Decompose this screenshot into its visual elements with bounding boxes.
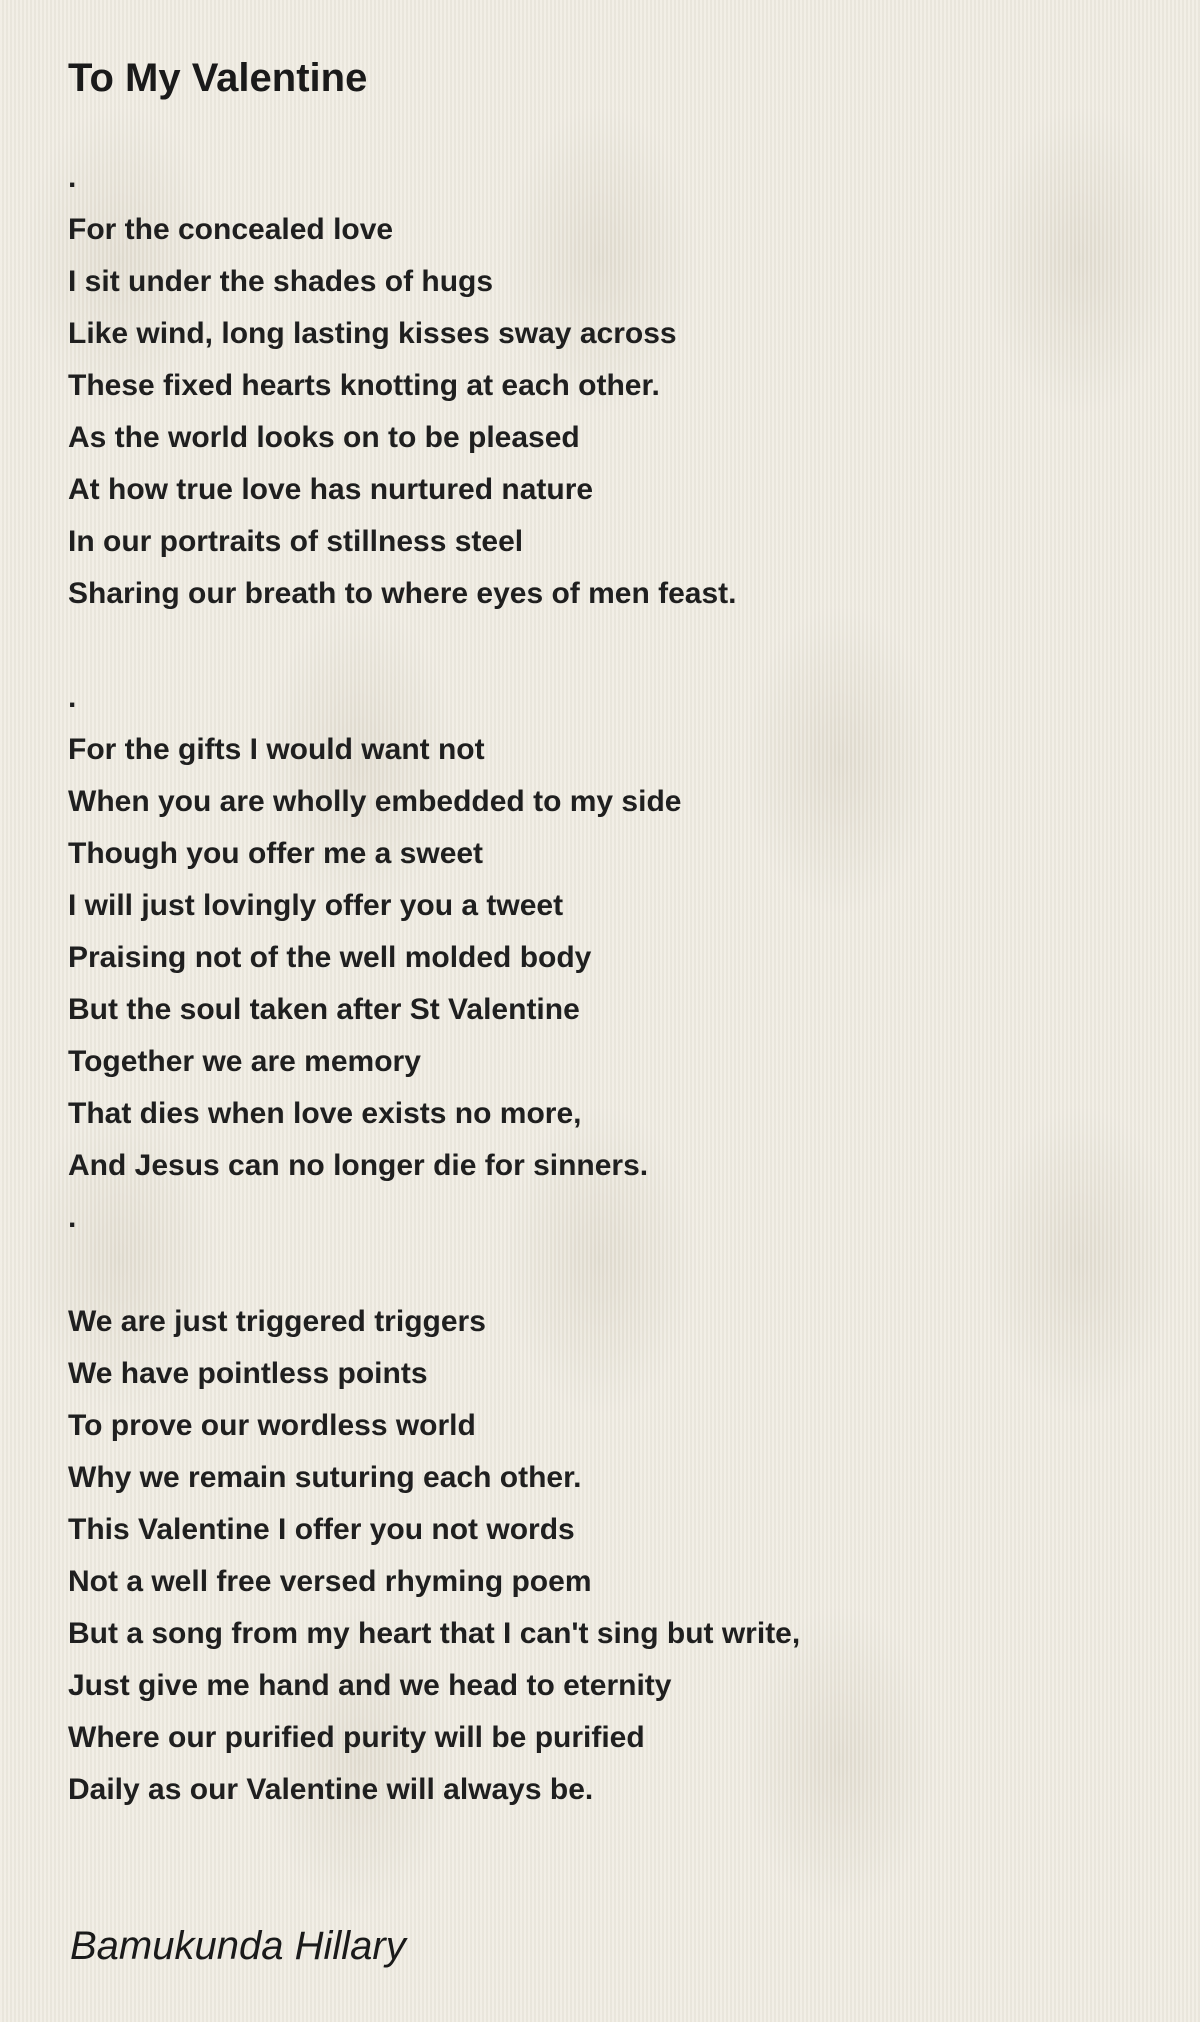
poem-line: For the gifts I would want not — [68, 733, 485, 766]
poem-line: Why we remain suturing each other. — [68, 1461, 582, 1494]
poem-line: But a song from my heart that I can't sing but write, — [68, 1617, 801, 1650]
poem-line: Together we are memory — [68, 1045, 421, 1078]
poem-line: These fixed hearts knotting at each other. — [68, 369, 660, 402]
poem-line: In our portraits of stillness steel — [68, 525, 524, 558]
poem-line: We are just triggered triggers — [68, 1305, 486, 1338]
poem-line: . — [68, 161, 77, 194]
poem-line: But the soul taken after St Valentine — [68, 993, 580, 1026]
poem-line: That dies when love exists no more, — [68, 1097, 582, 1130]
poem-line: When you are wholly embedded to my side — [68, 785, 682, 818]
poem-line: Daily as our Valentine will always be. — [68, 1773, 594, 1806]
poem-line: To prove our wordless world — [68, 1409, 476, 1442]
poem-line: Though you offer me a sweet — [68, 837, 484, 870]
poem-line: I will just lovingly offer you a tweet — [68, 889, 564, 922]
poem-line: Just give me hand and we head to eternity — [68, 1669, 672, 1702]
poem-line: As the world looks on to be pleased — [68, 421, 580, 454]
poem-line: Like wind, long lasting kisses sway across — [68, 317, 677, 350]
poem-title: To My Valentine — [68, 56, 368, 100]
stanza-break — [68, 1244, 1148, 1296]
poem-line: Where our purified purity will be purified — [68, 1721, 645, 1754]
poem-body — [68, 152, 1148, 1816]
poem-line: We have pointless points — [68, 1357, 428, 1390]
poem-line: . — [68, 1201, 77, 1234]
poem-line: Sharing our breath to where eyes of men feast. — [68, 577, 737, 610]
poem-line: At how true love has nurtured nature — [68, 473, 594, 506]
poem-line: . — [68, 681, 77, 714]
author-name: Bamukunda Hillary — [70, 1924, 406, 1968]
poem-line: Praising not of the well molded body — [68, 941, 592, 974]
poem-line: I sit under the shades of hugs — [68, 265, 494, 298]
poem-line: And Jesus can no longer die for sinners. — [68, 1149, 649, 1182]
poem-line: Not a well free versed rhyming poem — [68, 1565, 592, 1598]
stanza-break — [68, 620, 1148, 672]
poem-line: For the concealed love — [68, 213, 394, 246]
poem-line: This Valentine I offer you not words — [68, 1513, 575, 1546]
